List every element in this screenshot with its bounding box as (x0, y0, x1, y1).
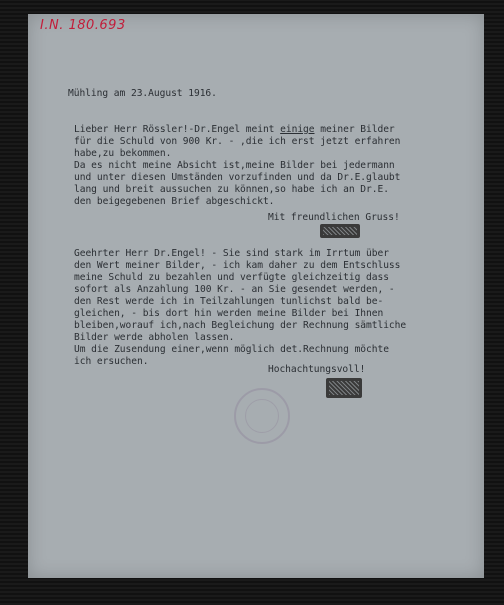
para1-line-4: Da es nicht meine Absicht ist,meine Bilder bei jedermann (74, 160, 395, 171)
date-line: Mühling am 23.August 1916. (68, 88, 217, 99)
para2-line-8: Bilder werde abholen lassen. (74, 332, 235, 343)
para1-line-1-text: Lieber Herr Rössler!-Dr.Engel meint einige meiner Bilder (74, 124, 395, 135)
para1-line-6: lang und breit aussuchen zu können,so habe ich an Dr.E. (74, 184, 389, 195)
para2-line-3: meine Schuld zu bezahlen und verfügte gleichzeitig dass (74, 272, 389, 283)
faint-round-stamp (234, 388, 290, 444)
para1-line-7: den beigegebenen Brief abgeschickt. (74, 196, 275, 207)
para2-line-1: Geehrter Herr Dr.Engel! - Sie sind stark im Irrtum über (74, 248, 389, 259)
para2-line-10: ich ersuchen. (74, 356, 149, 367)
para2-line-6: gleichen, - bis dort hin werden meine Bilder bei Ihnen (74, 308, 384, 319)
para2-line-5: den Rest werde ich in Teilzahlungen tunlichst bald be- (74, 296, 384, 307)
underlined-word: einige (280, 124, 315, 135)
letter-sheet (28, 14, 484, 578)
para1-line-5: und unter diesen Umständen vorzufinden und da Dr.E.glaubt (74, 172, 401, 183)
signature-mark-1 (320, 224, 360, 238)
inventory-number: I.N. 180.693 (40, 18, 126, 33)
closing-1: Mit freundlichen Gruss! (268, 212, 400, 223)
closing-2: Hochachtungsvoll! (268, 364, 366, 375)
para2-line-2: den Wert meiner Bilder, - ich kam daher zu dem Entschluss (74, 260, 401, 271)
signature-mark-2 (326, 378, 362, 398)
para2-line-9: Um die Zusendung einer,wenn möglich det.Rechnung möchte (74, 344, 389, 355)
para2-line-7: bleiben,worauf ich,nach Begleichung der Rechnung sämtliche (74, 320, 407, 331)
para1-line-3: habe,zu bekommen. (74, 148, 172, 159)
para1-line-2: für die Schuld von 900 Kr. - ,die ich erst jetzt erfahren (74, 136, 401, 147)
para2-line-4: sofort als Anzahlung 100 Kr. - an Sie gesendet werden, - (74, 284, 395, 295)
para1-line-1 (74, 124, 395, 136)
